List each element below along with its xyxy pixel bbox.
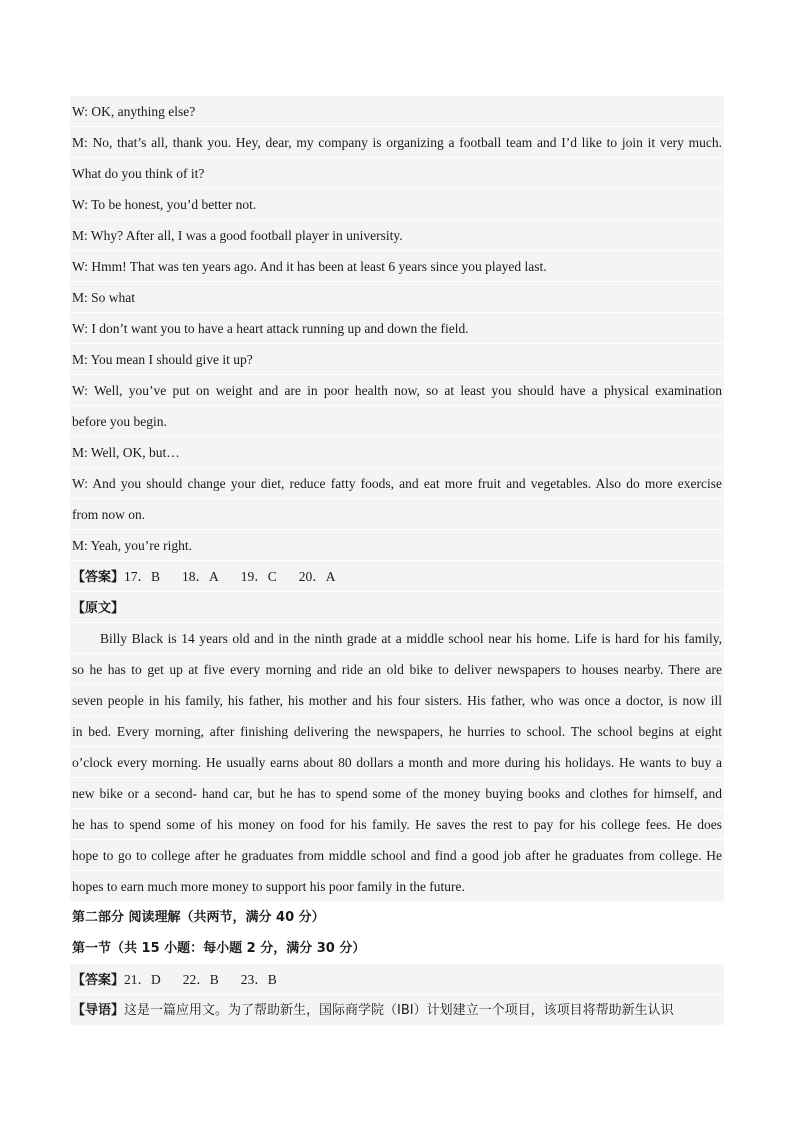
answer-line-2: [70, 964, 724, 995]
answer-item: 17．B: [124, 569, 161, 584]
dialogue-line: M: Why? After all, I was a good football player in university.: [70, 220, 724, 251]
guide-text: 这是一篇应用文。为了帮助新生，国际商学院（IBI）计划建立一个项目，该项目将帮助新生认识: [124, 1003, 674, 1018]
dialogue-line: from now on.: [70, 499, 724, 530]
answer-item: 20．A: [298, 569, 336, 584]
dialogue-line: M: No, that’s all, thank you. Hey, dear, my company is organizing a football team and I’d like to join it very much.: [70, 127, 724, 158]
passage-line: he has to spend some of his money on food for his family. He saves the rest to pay for his college fees. He does: [70, 809, 724, 840]
original-text-header: [70, 592, 724, 623]
answer-item: 18．A: [182, 569, 219, 584]
dialogue-line: before you begin.: [70, 406, 724, 437]
dialogue-line: W: Hmm! That was ten years ago. And it has been at least 6 years since you played last.: [70, 251, 724, 282]
passage-line: seven people in his family, his father, his mother and his four sisters. His father, who was once a doctor, is now ill: [70, 685, 724, 716]
section1-heading: 第一节（共 15 小题：每小题 2 分，满分 30 分）: [70, 933, 724, 964]
dialogue-line: M: Yeah, you’re right.: [70, 530, 724, 561]
dialogue-line: W: To be honest, you’d better not.: [70, 189, 724, 220]
dialogue-line: W: OK, anything else?: [70, 96, 724, 127]
dialogue-line: M: You mean I should give it up?: [70, 344, 724, 375]
passage-line: new bike or a second- hand car, but he has to spend some of the money buying books and clothes for himself, and: [70, 778, 724, 809]
answer-item: 23．B: [240, 972, 277, 987]
answer-tag: 【答案】: [72, 570, 125, 585]
passage-line: o’clock every morning. He usually earns about 80 dollars a month and more during his holidays. He wants to buy a: [70, 747, 724, 778]
document-body: [70, 96, 724, 1026]
passage-line: so he has to get up at five every morning and ride an old bike to deliver newspapers to houses nearby. There are: [70, 654, 724, 685]
answer-line-1: [70, 561, 724, 592]
answer-item: 22．B: [182, 972, 219, 987]
passage-line: in bed. Every morning, after finishing delivering the newspapers, he hurries to school. The school begins at eight: [70, 716, 724, 747]
dialogue-line: W: And you should change your diet, reduce fatty foods, and eat more fruit and vegetables. Also do more exercise: [70, 468, 724, 499]
dialogue-line: M: Well, OK, but…: [70, 437, 724, 468]
passage-line: Billy Black is 14 years old and in the ninth grade at a middle school near his home. Life is hard for his family,: [70, 623, 724, 654]
dialogue-line: What do you think of it?: [70, 158, 724, 189]
dialogue-line: M: So what: [70, 282, 724, 313]
passage-line: hope to go to college after he graduates from middle school and find a good job after he graduates from college. He: [70, 840, 724, 871]
dialogue-line: W: Well, you’ve put on weight and are in poor health now, so at least you should have a physical examination: [70, 375, 724, 406]
answer-item: 19．C: [240, 569, 277, 584]
answer-tag: 【答案】: [72, 973, 125, 988]
original-tag: 【原文】: [72, 601, 125, 616]
guide-tag: 【导语】: [72, 1003, 125, 1018]
answer-item: 21．D: [124, 972, 161, 987]
guide-line: [70, 995, 724, 1026]
part2-heading: 第二部分 阅读理解（共两节，满分 40 分）: [70, 902, 724, 933]
dialogue-line: W: I don’t want you to have a heart attack running up and down the field.: [70, 313, 724, 344]
passage-line: hopes to earn much more money to support his poor family in the future.: [70, 871, 724, 902]
